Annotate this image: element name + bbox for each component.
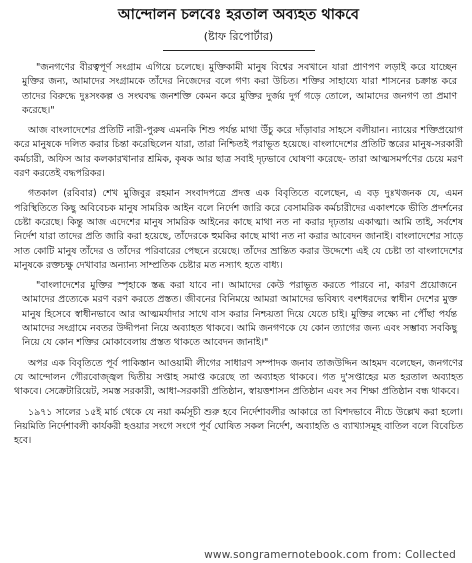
article-byline: (ষ্টাফ রিপোর্টার) bbox=[203, 30, 274, 43]
article-paragraph-3: গতকাল (রবিবার) শেখ মুজিবুর রহমান সংবাদপত্রে প্রদত্ত এক বিবৃতিতে বলেছেন, এ বড় দুঃখজনক যে, এমন পরিস্থিতিতে কিছু অবিবেচক মানুষ সামরিক আইন বলে নির্দেশ জারি করে বেসামরিক কর্মচারীদের একাংশকে ভীতি প্রদর্শনের চেষ্টা করেছে। কিন্তু আজ এদেশের মানুষ সামরিক আইনের কাছে মাথা নত না করার দৃঢ়তায় একাত্মা। আমি তাই, সর্বশেষ নির্দেশ যারা তাদের প্রতি জারি করা হয়েছে, তাঁদেরকে হুমকির কাছে মাথা নত না করার আবেদন জানাই। বাংলাদেশের সাড়ে সাত কোটি মানুষ তাঁদের ও তাঁদের পরিবারের পেছনে রয়েছে। তাঁদের ভ্রান্তিত করার উদ্দেশ্যে এই যে চেষ্টা তা বাংলাদেশের মানুষকে রক্তচক্ষু দেখাবার অন্যান্য সাম্প্রতিক চেষ্টার মত নস্যাৎ হতে বাধ্য। bbox=[14, 188, 463, 271]
article-paragraph-6: ১৯৭১ সালের ১৫ই মার্চ থেকে যে নয়া কর্মসূচী শুরু হবে নির্দেশাবলীর আকারে তা বিশদভাবে নীচে উল্লেখ করা হলো। নিয়মিতি নির্দেশাবলী কার্যকরী হওয়ার সংগে সংগে পূর্ব ঘোষিত সকল নির্দেশ, অব্যাহতি ও ব্যাখ্যাসমূহ বাতিল বলে বিবেচিত হবে। bbox=[14, 406, 463, 447]
article-paragraph-5: অপর এক বিবৃতিতে পূর্ব পাকিস্তান আওয়ামী লীগের সাধারণ সম্পাদক জনাব তাজউদ্দিন আহমদ বলেছেন, জনগণের যে আন্দোলন গৌরবোজ্জ্বল দ্বিতীয় সপ্তাহ সমাপ্ত করেছে তা অব্যাহত থাকবে। গত দু'সপ্তাহের মত হরতাল অব্যাহত থাকবে। সেক্রেটারিয়েট, সমস্ত সরকারী, আধা-সরকারী প্রতিষ্ঠান, স্বায়ত্তশাসন প্রতিষ্ঠান এবং সব শিক্ষা প্রতিষ্ঠান বন্ধ থাকবে। bbox=[14, 357, 463, 398]
article-headline: আন্দোলন চলবেঃ হরতাল অব্যহত থাকবে bbox=[118, 7, 359, 23]
article-paragraph-quote-2: "বাংলাদেশের মুক্তির স্পৃহাকে স্তব্ধ করা যাবে না। আমাদের কেউ পরাভূত করতে পারবে না, কারণ প্রয়োজনে আমাদের প্রত্যেকে মরণ বরণ করতে প্রস্তত। জীবনের বিনিময়ে আমরা আমাদের ভবিষ্যৎ বংশধরদের স্বাধীন দেশের মুক্ত মানুষ হিসেবে স্বাধীনভাবে আর আত্মমর্যাদার সাথে বাস করার নিশ্চয়তা দিয়ে যেতে চাই। মুক্তির লক্ষ্যে না পৌঁছা পর্যন্ত আমাদের সংগ্রামে নবতর উদ্দীপনা নিয়ে অব্যাহত থাকবে। আমি জনগণকে যে কোন ত্যাগের জন্য এবং সম্ভাব্য সবকিছু নিয়ে যে কোন শক্তির মোকাবেলায় প্রস্তত থাকতে আবেদন জানাই।" bbox=[22, 280, 457, 349]
article-paragraph-2: আজ বাংলাদেশের প্রতিটি নারী-পুরুষ এমনকি শিশু পর্যন্ত মাথা উঁচু করে দাঁড়াবার সাহসে বলীয়ান। ন্যায়ের শক্তিপ্রয়োগ করে মানুষকে দলিত করার চিন্তা করেছিলেন যারা, তারা নিশ্চিতই পরাভূত হয়েছে। বাংলাদেশের প্রতিটি স্তরের মানুষ-সরকারী কর্মচারী, অফিস আর কলকারখানার শ্রমিক, কৃষক আর ছাত্র সবাই দৃঢ়ভাবে ঘোষণা করেছে- তারা আত্মসমর্পণের চেয়ে মরণ বরণ করতেই বদ্ধপরিকর। bbox=[14, 125, 463, 180]
byline-divider bbox=[163, 50, 315, 51]
source-watermark: www.songramernotebook.com from: Collected bbox=[204, 549, 456, 561]
article-paragraph-quote-1: "জনগণের বীরত্বপূর্ণ সংগ্রাম এগিয়ে চলেছে। মুক্তিকামী মানুষ বিশ্বের সবখানে যারা প্রাণপণ লড়াই করে যাচ্ছেন মুক্তির জন্য, আমাদের সংগ্রামকে তাঁদের নিজেদের বলে গণ্য করা উচিত। শক্তির সাহায্যে যারা শাসনের চক্রান্ত করে তাদের বিরুদ্ধে দুঃসংকল্প ও সংঘবদ্ধ জনশক্তি কেমন করে মুক্তির দুর্জয় দুর্গ গড়ে তোলে, আমাদের জনগণ তা প্রমাণ করেছে।" bbox=[22, 62, 457, 116]
